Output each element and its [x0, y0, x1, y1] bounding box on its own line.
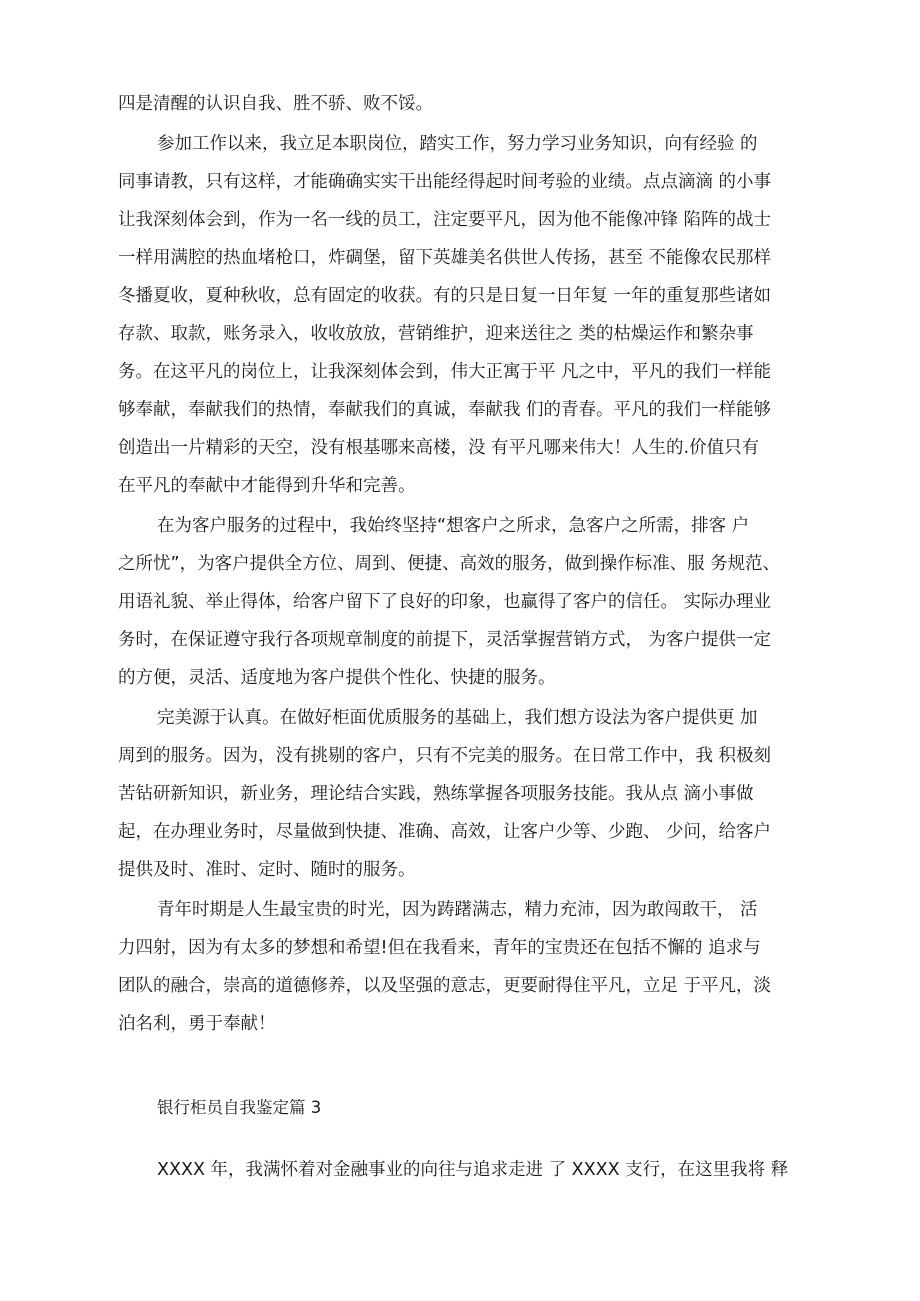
paragraph-line: 周到的服务。因为，没有挑剔的客户，只有不完美的服务。在日常工作中，我 积极刻: [118, 746, 772, 766]
paragraph-line: 团队的融合，崇高的道德修养，以及坚强的意志，更要耐得住平凡，立足 于平凡，淡: [118, 976, 772, 996]
paragraph-line: 的方便，灵活、适度地为客户提供个性化、快捷的服务。: [118, 668, 556, 688]
paragraph-line: 青年时期是人生最宝贵的时光，因为踌躇满志，精力充沛，因为敢闯敢干， 活: [157, 900, 758, 920]
paragraph-line: 用语礼貌、举止得体，给客户留下了良好的印象，也赢得了客户的信任。 实际办理业: [118, 592, 772, 612]
paragraph-line: XXXX 年，我满怀着对金融事业的向往与追求走进 了 XXXX 支行，在这里我将 释: [157, 1160, 789, 1180]
paragraph-line: 同事请教，只有这样，才能确确实实干出能经得起时间考验的业绩。点点滴滴 的小事: [118, 172, 772, 192]
section-heading: 银行柜员自我鉴定篇 3: [157, 1098, 322, 1117]
paragraph-line: 泊名利，勇于奉献！: [118, 1014, 276, 1034]
paragraph-line: 在平凡的奉献中才能得到升华和完善。: [118, 476, 416, 496]
paragraph-line: 一样用满腔的热血堵枪口，炸碉堡，留下英雄美名供世人传扬，甚至 不能像农民那样: [118, 248, 772, 268]
paragraph-line: 冬播夏收，夏种秋收，总有固定的收获。有的只是日复一日年复 一年的重复那些诸如: [118, 286, 772, 306]
paragraph-line: 提供及时、准时、定时、随时的服务。: [118, 860, 416, 880]
paragraph-line: 让我深刻体会到，作为一名一线的员工，注定要平凡，因为他不能像冲锋 陷阵的战士: [118, 210, 772, 230]
paragraph-line: 起，在办理业务时，尽量做到快捷、准确、高效，让客户少等、少跑、 少问，给客户: [118, 822, 772, 842]
paragraph-line: 之所忧”，为客户提供全方位、周到、便捷、高效的服务，做到操作标准、服 务规范、: [118, 554, 781, 574]
paragraph-line: 创造出一片精彩的天空，没有根基哪来高楼，没 有平凡哪来伟大！人生的.价值只有: [118, 438, 760, 458]
paragraph-line: 参加工作以来，我立足本职岗位，踏实工作，努力学习业务知识，向有经验 的: [157, 134, 758, 154]
paragraph-line: 务时，在保证遵守我行各项规章制度的前提下，灵活掌握营销方式， 为客户提供一定: [118, 630, 772, 650]
paragraph-line: 务。在这平凡的岗位上，让我深刻体会到，伟大正寓于平 凡之中，平凡的我们一样能: [118, 362, 772, 382]
paragraph-line: 四是清醒的认识自我、胜不骄、败不馁。: [118, 94, 433, 114]
paragraph-line: 苦钻研新知识，新业务，理论结合实践，熟练掌握各项服务技能。我从点 滴小事做: [118, 784, 754, 804]
paragraph-line: 存款、取款，账务录入，收收放放，营销维护，迎来送往之 类的枯燥运作和繁杂事: [118, 324, 754, 344]
paragraph-line: 完美源于认真。在做好柜面优质服务的基础上，我们想方设法为客户提供更 加: [157, 708, 758, 728]
paragraph-line: 力四射，因为有太多的梦想和希望!但在我看来，青年的宝贵还在包括不懈的 追求与: [118, 938, 761, 958]
paragraph-line: 够奉献，奉献我们的热情，奉献我们的真诚，奉献我 们的青春。平凡的我们一样能够: [118, 400, 772, 420]
paragraph-line: 在为客户服务的过程中，我始终坚持“想客户之所求，急客户之所需，排客 户: [157, 516, 750, 536]
